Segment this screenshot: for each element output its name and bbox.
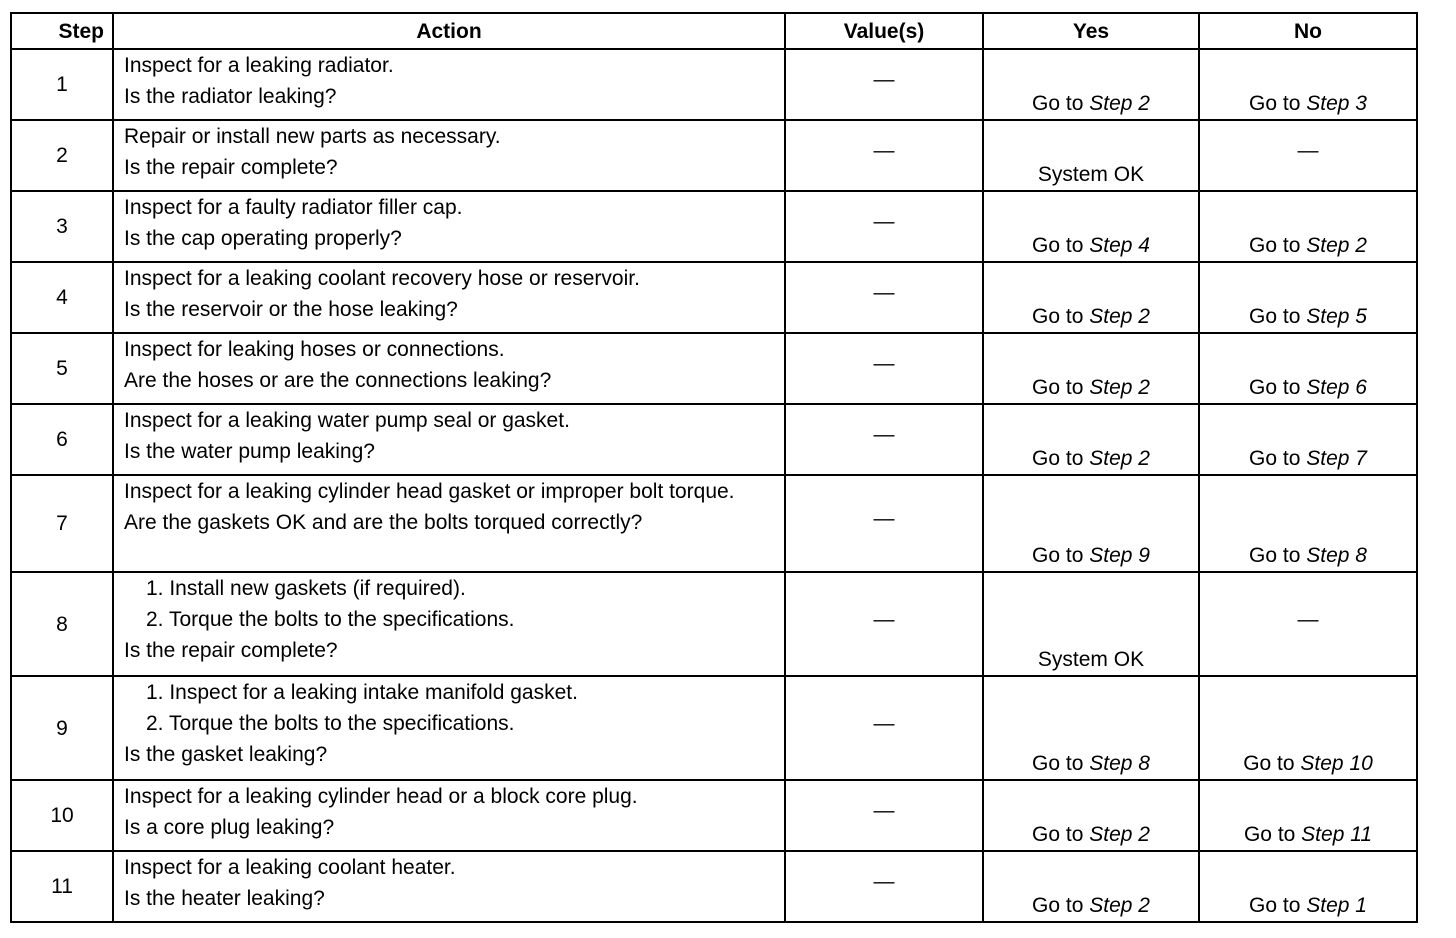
no-text: Go to	[1249, 305, 1307, 328]
yes-cell	[983, 49, 1199, 120]
action-line: Inspect for a leaking cylinder head gasket or improper bolt torque.	[124, 480, 735, 503]
header-row	[11, 13, 1417, 49]
yes-step-link[interactable]: Step 2	[1089, 447, 1150, 470]
table-row	[11, 333, 1417, 404]
no-step-link[interactable]: Step 6	[1306, 376, 1367, 399]
header-step: Step	[11, 13, 113, 49]
action-question: Is the gasket leaking?	[124, 743, 328, 766]
table-row	[11, 475, 1417, 572]
action-question: Is the repair complete?	[124, 639, 338, 662]
action-question: Are the hoses or are the connections leaking?	[124, 369, 552, 392]
yes-step-link[interactable]: Step 2	[1089, 823, 1150, 846]
action-substep: 2. Torque the bolts to the specifications.	[146, 712, 515, 735]
no-cell	[1199, 780, 1417, 851]
yes-cell	[983, 262, 1199, 333]
no-cell	[1199, 572, 1417, 676]
yes-text: Go to	[1032, 544, 1090, 567]
no-text: Go to	[1243, 752, 1301, 775]
action-line: Inspect for a leaking coolant heater.	[124, 856, 456, 879]
action-cell	[113, 120, 785, 191]
step-number: 7	[11, 475, 113, 572]
action-line: Inspect for a faulty radiator filler cap.	[124, 196, 463, 219]
no-text: Go to	[1243, 823, 1302, 846]
step-number: 5	[11, 333, 113, 404]
no-text: Go to	[1249, 544, 1307, 567]
yes-text: System OK	[1037, 648, 1145, 671]
no-cell	[1199, 676, 1417, 780]
action-substep: 2. Torque the bolts to the specifications.	[146, 608, 515, 631]
yes-step-link[interactable]: Step 9	[1089, 544, 1150, 567]
yes-cell	[983, 120, 1199, 191]
value-cell: —	[785, 49, 983, 120]
step-number: 8	[11, 572, 113, 676]
action-question: Is the radiator leaking?	[124, 85, 337, 108]
no-cell	[1199, 49, 1417, 120]
table-row	[11, 780, 1417, 851]
diagnostic-table	[10, 12, 1418, 923]
yes-step-link[interactable]: Step 4	[1089, 234, 1150, 257]
action-question: Is the reservoir or the hose leaking?	[124, 298, 458, 321]
yes-step-link[interactable]: Step 2	[1089, 894, 1150, 917]
yes-step-link[interactable]: Step 8	[1089, 752, 1150, 775]
yes-text: Go to	[1032, 376, 1090, 399]
table-row	[11, 572, 1417, 676]
yes-text: System OK	[1037, 163, 1145, 186]
no-text: Go to	[1249, 894, 1307, 917]
no-step-link[interactable]: Step 7	[1306, 447, 1367, 470]
step-number: 3	[11, 191, 113, 262]
table-row	[11, 191, 1417, 262]
action-question: Is the repair complete?	[124, 156, 338, 179]
no-text: Go to	[1249, 234, 1307, 257]
no-cell	[1199, 851, 1417, 922]
value-cell: —	[785, 191, 983, 262]
action-line: Repair or install new parts as necessary.	[124, 125, 501, 148]
value-cell: —	[785, 851, 983, 922]
step-number: 9	[11, 676, 113, 780]
no-text: Go to	[1249, 92, 1307, 115]
header-yes: Yes	[983, 13, 1199, 49]
yes-cell	[983, 475, 1199, 572]
no-step-link[interactable]: Step 3	[1306, 92, 1367, 115]
action-cell	[113, 191, 785, 262]
value-cell: —	[785, 120, 983, 191]
table-row	[11, 676, 1417, 780]
no-text: —	[1297, 607, 1319, 631]
no-step-link[interactable]: Step 2	[1306, 234, 1367, 257]
action-cell	[113, 676, 785, 780]
table-row	[11, 404, 1417, 475]
yes-cell	[983, 404, 1199, 475]
header-action: Action	[113, 13, 785, 49]
yes-text: Go to	[1032, 92, 1090, 115]
yes-cell	[983, 851, 1199, 922]
header-no: No	[1199, 13, 1417, 49]
yes-text: Go to	[1032, 305, 1090, 328]
yes-text: Go to	[1032, 752, 1090, 775]
no-step-link[interactable]: Step 10	[1300, 752, 1373, 775]
no-text: Go to	[1249, 376, 1307, 399]
header-values: Value(s)	[785, 13, 983, 49]
value-cell: —	[785, 676, 983, 780]
value-cell: —	[785, 780, 983, 851]
step-number: 6	[11, 404, 113, 475]
yes-step-link[interactable]: Step 2	[1089, 92, 1150, 115]
action-cell	[113, 851, 785, 922]
yes-cell	[983, 780, 1199, 851]
action-cell	[113, 475, 785, 572]
step-number: 4	[11, 262, 113, 333]
yes-cell	[983, 191, 1199, 262]
no-step-link[interactable]: Step 1	[1306, 894, 1367, 917]
yes-cell	[983, 676, 1199, 780]
action-line: Inspect for a leaking coolant recovery hose or reservoir.	[124, 267, 640, 290]
yes-text: Go to	[1032, 894, 1090, 917]
value-cell: —	[785, 572, 983, 676]
action-substep: 1. Inspect for a leaking intake manifold gasket.	[146, 681, 578, 704]
yes-step-link[interactable]: Step 2	[1089, 376, 1150, 399]
yes-step-link[interactable]: Step 2	[1089, 305, 1150, 328]
action-question: Are the gaskets OK and are the bolts torqued correctly?	[124, 511, 643, 534]
action-substep: 1. Install new gaskets (if required).	[146, 577, 466, 600]
table-row	[11, 262, 1417, 333]
no-step-link[interactable]: Step 5	[1306, 305, 1367, 328]
action-cell	[113, 49, 785, 120]
no-cell	[1199, 191, 1417, 262]
action-cell	[113, 404, 785, 475]
action-question: Is the cap operating properly?	[124, 227, 402, 250]
yes-text: Go to	[1032, 823, 1090, 846]
action-question: Is the heater leaking?	[124, 887, 325, 910]
no-text: Go to	[1249, 447, 1307, 470]
action-question: Is the water pump leaking?	[124, 440, 375, 463]
action-line: Inspect for a leaking water pump seal or gasket.	[124, 409, 570, 432]
value-cell: —	[785, 333, 983, 404]
yes-cell	[983, 572, 1199, 676]
table-row	[11, 851, 1417, 922]
action-question: Is a core plug leaking?	[124, 816, 335, 839]
no-text: —	[1297, 139, 1319, 162]
no-cell	[1199, 262, 1417, 333]
value-cell: —	[785, 475, 983, 572]
table-row	[11, 120, 1417, 191]
no-cell	[1199, 120, 1417, 191]
no-cell	[1199, 333, 1417, 404]
step-number: 1	[11, 49, 113, 120]
no-cell	[1199, 475, 1417, 572]
action-cell	[113, 262, 785, 333]
no-cell	[1199, 404, 1417, 475]
action-line: Inspect for a leaking cylinder head or a block core plug.	[124, 785, 638, 808]
step-number: 11	[11, 851, 113, 922]
yes-text: Go to	[1032, 234, 1090, 257]
action-cell	[113, 572, 785, 676]
yes-cell	[983, 333, 1199, 404]
value-cell: —	[785, 404, 983, 475]
no-step-link[interactable]: Step 11	[1301, 823, 1373, 846]
action-cell	[113, 333, 785, 404]
value-cell: —	[785, 262, 983, 333]
action-cell	[113, 780, 785, 851]
no-step-link[interactable]: Step 8	[1306, 544, 1367, 567]
table-row	[11, 49, 1417, 120]
step-number: 10	[11, 780, 113, 851]
step-number: 2	[11, 120, 113, 191]
action-line: Inspect for a leaking radiator.	[124, 54, 394, 77]
yes-text: Go to	[1032, 447, 1090, 470]
action-line: Inspect for leaking hoses or connections.	[124, 338, 505, 361]
